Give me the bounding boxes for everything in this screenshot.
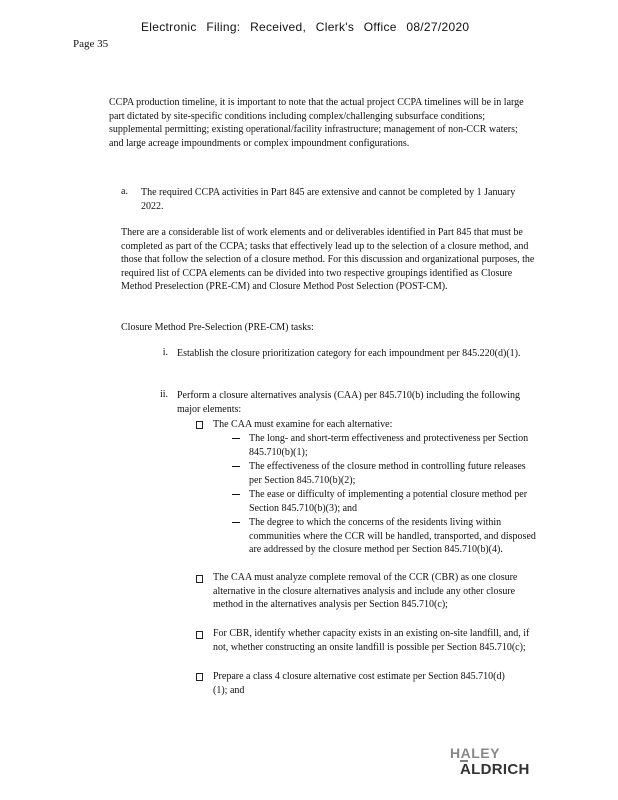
roman-item-ii: Perform a closure alternatives analysis (CAA) per 845.710(b) including the following major elements: [177,390,520,415]
dash-bullet-icon [232,522,240,523]
dash-item: The effectiveness of the closure method in controlling future releases per Section 845.710(b)(2); [249,461,526,486]
bullet-square-icon [196,631,203,639]
haley-aldrich-logo [448,744,544,780]
logo-line1: HALEY [450,745,500,761]
dash-bullet-icon [232,494,240,495]
elements-paragraph: There are a considerable list of work elements and or deliverables identified in Part 845 that must be completed as part of the CCPA; tasks that effectively lead up to the selection of a closure method, and those that follow the selection of a closure method. For this discussion and organizational purposes, the required list of CCPA elements can be divided into two respective groupings identified as Closure Method Preselection (PRE-CM) and Closure Method Post Selection (POST-CM). [121,227,535,293]
bullet-item: The CAA must examine for each alternative: [213,419,393,430]
bullet-item: Prepare a class 4 closure alternative cost estimate per Section 845.710(d)(1); and [213,671,505,696]
roman-item-i: Establish the closure prioritization category for each impoundment per 845.220(d)(1). [177,348,521,359]
bullet-square-icon [196,673,203,681]
item-a-text: The required CCPA activities in Part 845 are extensive and cannot be completed by 1 January 2022. [141,187,516,212]
bullet-square-icon [196,575,203,583]
logo-line2: ALDRICH [460,761,530,778]
intro-paragraph: CCPA production timeline, it is important to note that the actual project CCPA timelines will be in large part dictated by site-specific conditions including complex/challenging subsurface conditions; supplemental permitting; existing operational/facility infrastructure; management of non-CCR waters; and large acreage impoundments or complex impoundment configurations. [109,97,524,149]
dash-bullet-icon [232,466,240,467]
roman-label-ii: ii. [159,389,168,400]
dash-bullet-icon [232,438,240,439]
bullet-item: The CAA must analyze complete removal of the CCR (CBR) as one closure alternative in the closure alternatives analysis and include any other closure method in the alternatives analysis per Section 845.710(c); [213,572,518,611]
filing-header: Electronic Filing: Received, Clerk's Office 08/27/2020 [141,20,470,34]
roman-label-i: i. [162,347,168,358]
page-number: Page 35 [73,38,109,50]
dash-item: The long- and short-term effectiveness and protectiveness per Section 845.710(b)(1); [249,433,529,458]
bullet-item: For CBR, identify whether capacity exists in an existing on-site landfill, and, if not, whether constructing an onsite landfill is possible per Section 845.710(c); [213,628,530,653]
dash-item: The ease or difficulty of implementing a potential closure method per Section 845.710(b)(3); and [249,489,528,514]
dash-item: The degree to which the concerns of the residents living within communities where the CCR will be handled, transported, and disposed are addressed by the closure method per Section 845.710(b)(4). [249,517,536,556]
bullet-square-icon [196,421,203,429]
pre-cm-heading: Closure Method Pre-Selection (PRE-CM) tasks: [121,322,314,333]
item-a-label: a. [121,186,128,197]
